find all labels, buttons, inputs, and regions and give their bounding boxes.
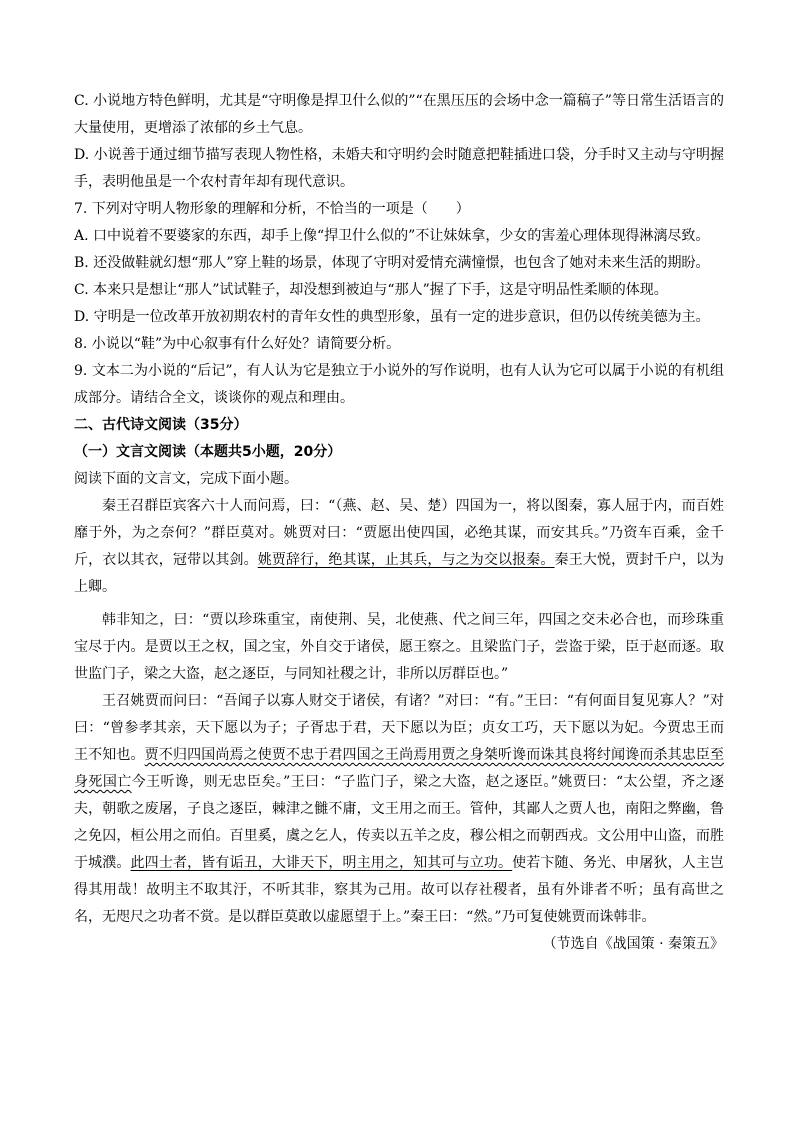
option-d-q6: D. 小说善于通过细节描写表现人物性格，未婚夫和守明约会时随意把鞋插进口袋，分手时又主动与守明握手，表明他虽是一个农村青年却有现代意识。: [74, 147, 724, 190]
subsection-heading-classical-prose: （一）文言文阅读（本题共5小题，20分）: [74, 444, 342, 460]
section-heading-classical: 二、古代诗文阅读（35分）: [74, 417, 248, 433]
question-7: 7. 下列对守明人物形象的理解和分析，不恰当的一项是（ ）: [74, 201, 470, 217]
wavy-underlined-sentence: 贾不归四国尚焉之使贾不忠于君四国之王尚焉用贾之身桀听谗而诛其良将纣闻谗而杀其忠臣至身死国亡: [74, 747, 725, 790]
passage-paragraph-2: 韩非知之，曰：“贾以珍珠重宝，南使荆、吴，北使燕、代之间三年，四国之交未必合也，而珍珠重宝尽于内。是贾以王之权，国之宝，外自交于诸侯，愿王察之。且梁监门子，尝盗于梁，臣于赵而逐。取世监门子，梁之大盗，赵之逐臣，与同知社稷之计，非所以厉群臣也。”: [74, 612, 724, 682]
question-9: 9. 文本二为小说的“后记”，有人认为它是独立于小说外的写作说明，也有人认为它可以属于小说的有机组成部分。请结合全文，谈谈你的观点和理由。: [74, 363, 724, 406]
passage-paragraph-1-text-a: 秦王召群臣宾客六十人而问焉，曰：“（燕、赵、吴、楚）四国为一，将以图秦，寡人屈于内，而百姓靡于外，为之奈何？”群臣莫对。姚贾对曰：“贾愿出使四国，必绝其谋，而安其兵。”乃资车百乘，金千斤，衣以其衣，冠带以其剑。: [74, 498, 724, 568]
passage-paragraph-1: [74, 493, 724, 601]
question-7-option-d: D. 守明是一位改革开放初期农村的青年女性的典型形象，虽有一定的进步意识，但仍以传统美德为主。: [74, 309, 710, 325]
reading-instruction: 阅读下面的文言文，完成下面小题。: [74, 471, 298, 487]
passage-paragraph-1-text-b: 秦王大悦，贾封千户，以为上卿。: [74, 552, 725, 595]
question-8: 8. 小说以“鞋”为中心叙事有什么好处？请简要分析。: [74, 336, 401, 352]
passage-source: （节选自《战国策 · 秦策五》: [542, 936, 724, 952]
passage-paragraph-3-text-b: 今王听谗，则无忠臣矣。”王曰：“子监门子，梁之大盗，赵之逐臣。”姚贾曰：“太公望，齐之逐夫，朝歌之废屠，子良之逐臣，棘津之雠不庸，文王用之而王。管仲，其鄙人之贾人也，南阳之弊幽，鲁之免囚，桓公用之而伯。百里奚，虞之乞人，传卖以五羊之皮，穆公相之而朝西戎。文公用中山盗，而胜于城濮。: [74, 774, 724, 871]
question-7-option-b: B. 还没做鞋就幻想“那人”穿上鞋的场景，体现了守明对爱情充满憧憬，也包含了她对未来生活的期盼。: [74, 255, 710, 271]
passage-paragraph-3: [74, 688, 724, 931]
passage-paragraph-3-text-a: 王召姚贾而问曰：“吾闻子以寡人财交于诸侯，有诸？”对曰：“有。”王曰：“有何面目复见寡人？”对曰：“曾参孝其亲，天下愿以为子；子胥忠于君，天下愿以为臣；贞女工巧，天下愿以为妃。今贾忠王而王不知也。: [74, 693, 724, 763]
option-c-q6: C. 小说地方特色鲜明，尤其是“守明像是捍卫什么似的”“在黑压压的会场中念一篇稿子”等日常生活语言的大量使用，更增添了浓郁的乡土气息。: [74, 93, 724, 136]
question-7-option-a: A. 口中说着不要婆家的东西，却手上像“捍卫什么似的”不让妹妹拿，少女的害羞心理体现得淋漓尽致。: [74, 228, 710, 244]
underlined-sentence-1: 姚贾辞行，绝其谋，止其兵，与之为交以报秦。: [257, 552, 555, 568]
document-page: [74, 88, 724, 958]
underlined-sentence-2: 此四士者，皆有诟丑，大诽天下，明主用之，知其可与立功。: [130, 855, 513, 871]
passage-paragraph-3-text-c: 使若卞随、务光、申屠狄，人主岂得其用哉！故明主不取其汙，不听其非，察其为己用。故可以存社稷者，虽有外诽者不听；虽有高世之名，无咫尺之功者不赏。是以群臣莫敢以虚愿望于上。”秦王曰：“然。”乃可复使姚贾而诛韩非。: [74, 855, 725, 925]
question-7-option-c: C. 本来只是想让“那人”试试鞋子，却没想到被迫与“那人”握了下手，这是守明品性柔顺的体现。: [74, 282, 668, 298]
